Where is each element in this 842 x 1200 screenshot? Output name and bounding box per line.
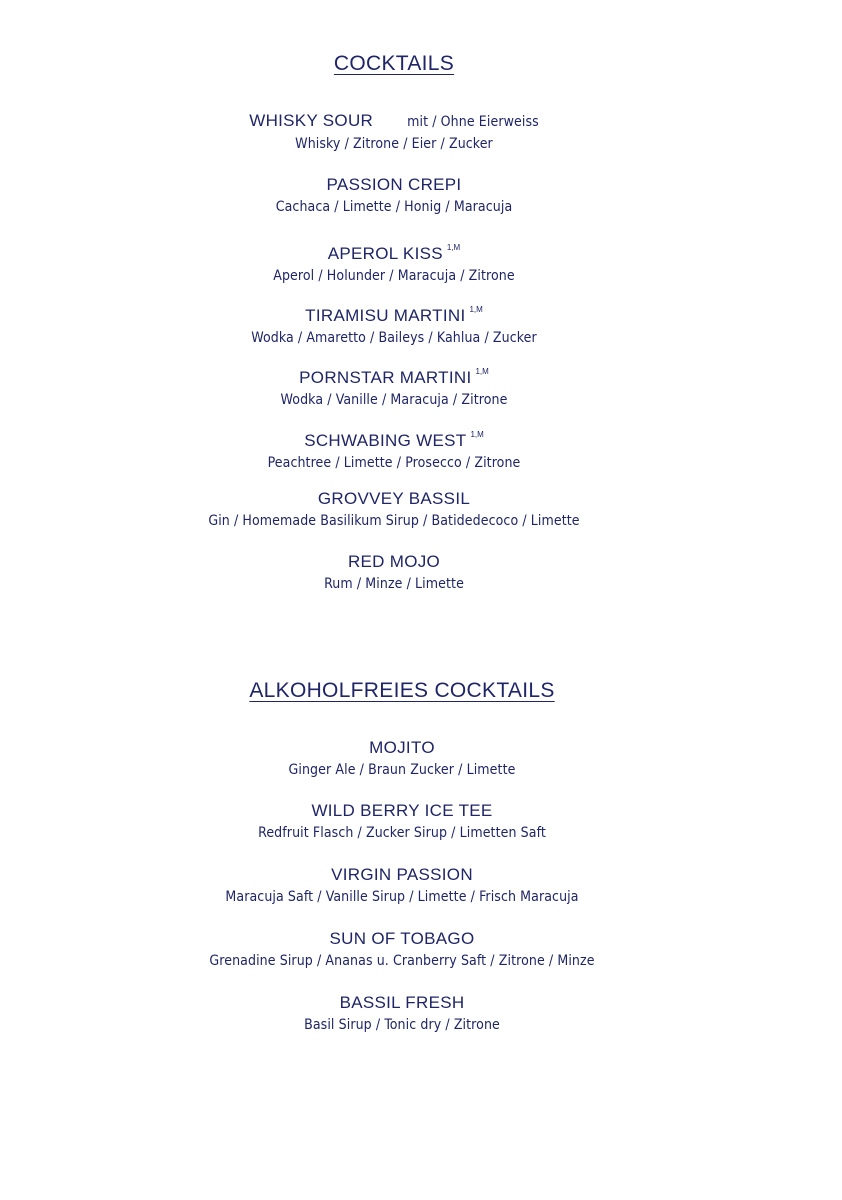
item-ingredients: Grenadine Sirup / Ananas u. Cranberry Saft / Zitrone / Minze — [209, 953, 595, 969]
menu-item-virgin-passion — [0, 865, 804, 906]
item-name-text: PASSION CREPI — [326, 175, 462, 194]
item-name — [0, 993, 804, 1013]
item-name-text: BASSIL FRESH — [339, 993, 465, 1012]
item-name-text: WILD BERRY ICE TEE — [311, 801, 493, 820]
menu-item-mojito — [0, 738, 804, 779]
item-name-text: SUN OF TOBAGO — [329, 929, 475, 948]
item-ingredients: Basil Sirup / Tonic dry / Zitrone — [304, 1017, 500, 1033]
item-ingredients: Aperol / Holunder / Maracuja / Zitrone — [273, 268, 515, 284]
item-name-text: RED MOJO — [347, 552, 441, 571]
item-ingredients: Whisky / Zitrone / Eier / Zucker — [295, 136, 493, 152]
item-name-text: TIRAMISU MARTINI — [305, 306, 466, 325]
item-name — [0, 738, 804, 758]
item-name-text: PORNSTAR MARTINI — [299, 368, 472, 387]
item-name-text: MOJITO — [369, 738, 435, 757]
item-ingredients: Cachaca / Limette / Honig / Maracuja — [275, 199, 513, 215]
item-name-text: WHISKY SOUR — [249, 111, 374, 130]
item-name — [0, 801, 804, 821]
item-name-text: SCHWABING WEST — [304, 431, 467, 450]
allergen-superscript: 1,M — [475, 367, 489, 376]
section-title-alcohol-free: ALKOHOLFREIES COCKTAILS — [249, 679, 555, 702]
section-title-cocktails: COCKTAILS — [333, 52, 455, 75]
item-name — [0, 929, 804, 949]
item-ingredients: Peachtree / Limette / Prosecco / Zitrone — [267, 455, 521, 471]
item-name-text: APEROL KISS — [327, 244, 443, 263]
allergen-superscript: 1,M — [469, 305, 483, 314]
item-ingredients: Rum / Minze / Limette — [324, 576, 464, 592]
item-ingredients: Ginger Ale / Braun Zucker / Limette — [288, 762, 516, 778]
item-ingredients: Maracuja Saft / Vanille Sirup / Limette / Frisch Maracuja — [225, 889, 579, 905]
item-ingredients: Wodka / Vanille / Maracuja / Zitrone — [280, 392, 508, 408]
item-ingredients: Redfruit Flasch / Zucker Sirup / Limetten Saft — [258, 825, 546, 841]
menu-item-wild-berry-ice-tee — [0, 801, 804, 842]
item-name — [0, 865, 804, 885]
item-name-text: GROVVEY BASSIL — [317, 489, 471, 508]
allergen-superscript: 1,M — [470, 430, 484, 439]
item-name-text: VIRGIN PASSION — [331, 865, 473, 884]
allergen-superscript: 1,M — [446, 243, 461, 252]
item-note: mit / Ohne Eierweiss — [407, 114, 539, 130]
menu-item-bassil-fresh — [0, 993, 804, 1034]
item-ingredients: Gin / Homemade Basilikum Sirup / Batidedecoco / Limette — [208, 513, 580, 529]
menu-item-sun-of-tobago — [0, 929, 804, 970]
item-ingredients: Wodka / Amaretto / Baileys / Kahlua / Zucker — [251, 330, 537, 346]
